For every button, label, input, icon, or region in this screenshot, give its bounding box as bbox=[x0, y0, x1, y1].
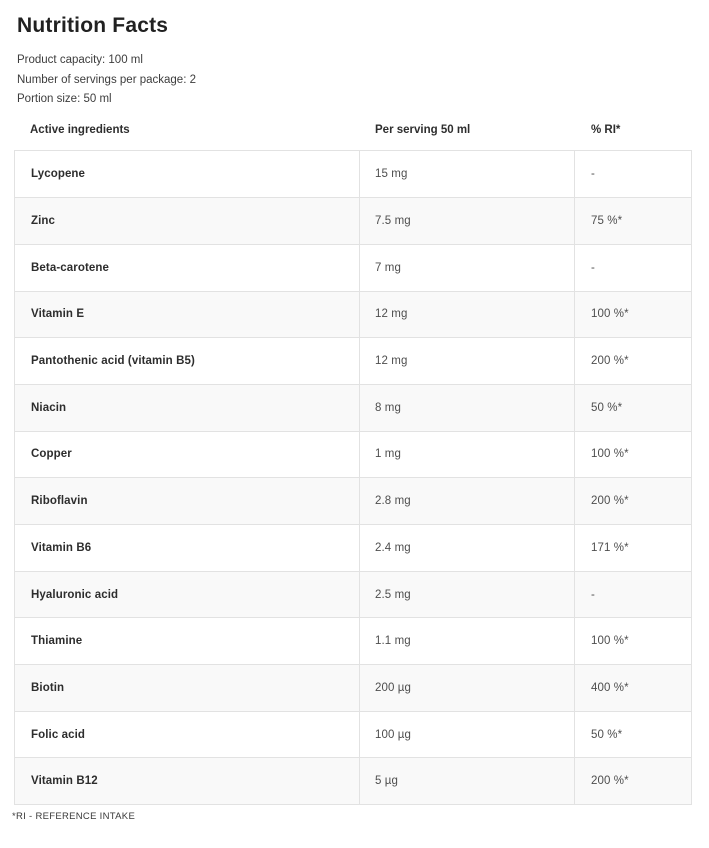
ingredient-name: Folic acid bbox=[15, 712, 360, 758]
table-body bbox=[14, 150, 692, 806]
ingredient-amount: 1 mg bbox=[360, 432, 575, 478]
ingredient-amount: 12 mg bbox=[360, 292, 575, 338]
ingredient-amount: 1.1 mg bbox=[360, 618, 575, 664]
ingredient-name: Beta-carotene bbox=[15, 245, 360, 291]
ingredient-amount: 2.5 mg bbox=[360, 572, 575, 618]
table-row bbox=[15, 197, 691, 244]
ingredient-amount: 2.8 mg bbox=[360, 478, 575, 524]
portion-size: Portion size: 50 ml bbox=[17, 93, 112, 105]
ingredient-name: Lycopene bbox=[15, 151, 360, 198]
ingredient-ri: 100 %* bbox=[591, 448, 629, 461]
ingredient-ri: 200 %* bbox=[591, 495, 629, 508]
table-row bbox=[15, 431, 691, 478]
table-row bbox=[15, 337, 691, 384]
ingredient-name: Pantothenic acid (vitamin B5) bbox=[15, 338, 360, 384]
table-row bbox=[15, 571, 691, 618]
table-row bbox=[15, 291, 691, 338]
ingredient-ri: 200 %* bbox=[591, 355, 629, 368]
ingredient-ri: 50 %* bbox=[591, 728, 623, 741]
table-row bbox=[15, 384, 691, 431]
ingredient-name: Niacin bbox=[15, 385, 360, 431]
reference-intake-footnote: *RI - REFERENCE INTAKE bbox=[12, 811, 136, 823]
header-active-ingredients: Active ingredients bbox=[30, 123, 130, 136]
ingredient-amount: 12 mg bbox=[360, 338, 575, 384]
ingredient-amount: 100 µg bbox=[360, 712, 575, 758]
ingredient-ri: - bbox=[591, 167, 595, 180]
product-info bbox=[17, 51, 709, 110]
ingredient-amount: 200 µg bbox=[360, 665, 575, 711]
ingredient-ri: 75 %* bbox=[591, 215, 623, 228]
ingredient-ri: 400 %* bbox=[591, 681, 629, 694]
ingredient-name: Vitamin E bbox=[15, 292, 360, 338]
ingredient-amount: 2.4 mg bbox=[360, 525, 575, 571]
ingredient-ri: 171 %* bbox=[591, 541, 629, 554]
ingredient-amount: 7 mg bbox=[360, 245, 575, 291]
table-row bbox=[15, 244, 691, 291]
header-per-serving: Per serving 50 ml bbox=[375, 123, 471, 136]
ingredient-ri: - bbox=[591, 588, 595, 601]
ingredient-ri: 50 %* bbox=[591, 401, 623, 414]
table-row bbox=[15, 477, 691, 524]
ingredient-name: Hyaluronic acid bbox=[15, 572, 360, 618]
ingredient-name: Zinc bbox=[15, 198, 360, 244]
table-row bbox=[15, 757, 691, 804]
table-row bbox=[15, 524, 691, 571]
table-row bbox=[15, 151, 691, 198]
ingredient-amount: 5 µg bbox=[360, 758, 575, 804]
ingredient-amount: 8 mg bbox=[360, 385, 575, 431]
ingredient-name: Vitamin B6 bbox=[15, 525, 360, 571]
ingredient-ri: 200 %* bbox=[591, 775, 629, 788]
table-header bbox=[14, 124, 692, 150]
ingredient-name: Riboflavin bbox=[15, 478, 360, 524]
header-ri: % RI* bbox=[591, 123, 621, 136]
ingredient-ri: 100 %* bbox=[591, 635, 629, 648]
servings-per-package: Number of servings per package: 2 bbox=[17, 73, 196, 86]
ingredient-amount: 7.5 mg bbox=[360, 198, 575, 244]
ingredient-name: Vitamin B12 bbox=[15, 758, 360, 804]
table-row bbox=[15, 617, 691, 664]
table-row bbox=[15, 664, 691, 711]
ingredient-name: Thiamine bbox=[15, 618, 360, 664]
product-capacity: Product capacity: 100 ml bbox=[17, 54, 143, 66]
ingredient-name: Copper bbox=[15, 432, 360, 478]
ingredient-name: Biotin bbox=[15, 665, 360, 711]
ingredient-ri: 100 %* bbox=[591, 308, 629, 321]
table-row bbox=[15, 711, 691, 758]
ingredient-amount: 15 mg bbox=[360, 151, 575, 198]
ingredient-ri: - bbox=[591, 261, 595, 274]
nutrition-facts-page bbox=[0, 13, 709, 848]
page-title: Nutrition Facts bbox=[17, 14, 169, 37]
